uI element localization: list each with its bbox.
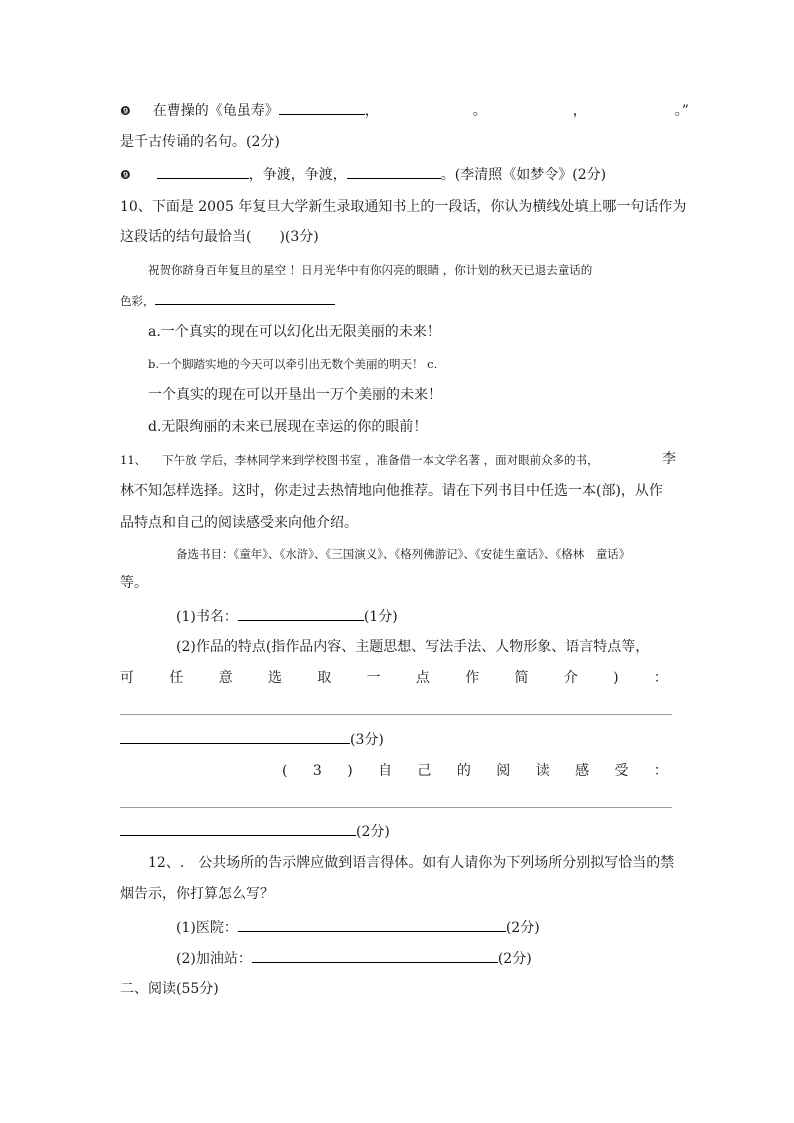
q11-sub3-char: 感 — [575, 763, 590, 779]
q11-book-name-field[interactable] — [238, 606, 364, 621]
q11-sub3-char: 阅 — [496, 763, 511, 779]
q11-sub2-char: 简 — [514, 670, 529, 686]
q11-sub2-char: ) — [613, 670, 619, 686]
q10-passage-prefix: 色彩， — [120, 294, 155, 308]
q10-line1: 10、下面是 2005 年复旦大学新生录取通知书上的一段话，你认为横线处填上哪一句话作为 — [120, 199, 687, 215]
q8-comma-2: ， — [572, 103, 587, 119]
q11-sub1-label: (1)书名： — [176, 609, 238, 625]
q11-sub3-answer-line[interactable] — [120, 807, 672, 808]
q11-sub2-line1: (2)作品的特点(指作品内容、主题思想、写法手法、人物形象、语言特点等， — [176, 639, 650, 655]
q11-sub2-score: (3分) — [350, 732, 384, 748]
q11-sub2-char: 可 — [120, 670, 134, 686]
q12-sub1-label: (1)医院： — [176, 920, 238, 936]
q12-hospital-field[interactable] — [238, 917, 506, 932]
q12-sub2-score: (2分) — [497, 951, 532, 967]
q11-sub2-answer-line[interactable] — [120, 714, 672, 715]
q11-line1-end: 李 — [662, 451, 676, 467]
q11-sub2-char: 一 — [366, 670, 381, 686]
q10-passage-line2 — [120, 291, 335, 311]
q12-sub2 — [176, 948, 532, 969]
q8-line2: 是千古传诵的名句。(2分) — [120, 134, 280, 150]
q9-blank-2[interactable] — [347, 164, 441, 179]
section-2-heading: 二、阅读(55分) — [120, 981, 219, 997]
q11-sub3-char: 自 — [378, 763, 393, 779]
q11-sub3-answer-blank[interactable] — [120, 821, 356, 836]
q11-sub1 — [176, 606, 398, 627]
q10-option-c: 一个真实的现在可以开垦出一万个美丽的未来！ — [148, 387, 442, 403]
q11-sub3-char: ( — [282, 763, 288, 779]
q11-sub2-char: 作 — [465, 670, 480, 686]
q11-sub3-line2 — [120, 821, 390, 842]
q8-prefix: 在曹操的《龟虽寿》 — [152, 103, 279, 119]
q11-sub2-char: 点 — [415, 670, 430, 686]
q11-sub2-char: ： — [653, 670, 668, 686]
q11-text1: 下午放 学后，李林同学来到学校图书室 ，准备借一本文学名著 ，面对眼前众多的书， — [162, 453, 599, 467]
q11-sub2-line3 — [120, 729, 384, 750]
q10-option-b: b.一个脚踏实地的今天可以牵引出无数个美丽的明天！ c. — [148, 357, 438, 371]
q10-option-a: a.一个真实的现在可以幻化出无限美丽的未来！ — [148, 324, 441, 340]
q9-mid: ，争渡，争渡， — [248, 167, 347, 183]
q9-end: 。(李清照《如梦令》(2分) — [440, 167, 607, 183]
q11-line1 — [120, 450, 599, 470]
q11-sub2-char: 选 — [267, 670, 282, 686]
q11-sub2-char: 取 — [317, 670, 332, 686]
q11-sub2-char: 意 — [218, 670, 233, 686]
q12-sub1 — [176, 917, 540, 938]
q8-line1 — [120, 100, 689, 121]
q11-sub2-char: 任 — [169, 670, 184, 686]
q11-sub3-score: (2分) — [356, 824, 390, 840]
q9-marker: ❾ — [120, 168, 131, 182]
q8-end-quote: 。” — [674, 103, 689, 119]
q11-sub3-char: 读 — [535, 763, 550, 779]
q10-passage-line1: 祝贺你跻身百年复旦的星空 ！日月光华中有你闪亮的眼睛 ，你计划的秋天已退去童话的 — [148, 263, 593, 277]
q12-line1: 12、. 公共场所的告示牌应做到语言得体。如有人请你为下列场所分别拟写恰当的禁 — [148, 855, 675, 871]
q11-sub3-char: 受 — [614, 763, 629, 779]
q10-line2: 这段话的结句最恰当( )(3分) — [120, 229, 319, 245]
q11-sub1-score: (1分) — [363, 609, 398, 625]
q10-option-d: d.无限绚丽的未来已展现在幸运的你的眼前！ — [148, 419, 428, 435]
q11-sub2-char: 介 — [563, 670, 578, 686]
q8-period: 。 — [472, 103, 487, 119]
q8-marker: ❾ — [120, 104, 131, 118]
q9-blank-1[interactable] — [157, 164, 249, 179]
q11-sub2-line2 — [120, 668, 668, 688]
q11-books: 备选书目：《童年》、《水浒》、《三国演义》、《格列佛游记》、《安徒生童话》、《格林 童话》 — [176, 547, 631, 561]
q12-sub1-score: (2分) — [505, 920, 540, 936]
q11-sub3-line — [282, 761, 668, 781]
q11-books-end: 等。 — [120, 575, 148, 591]
q11-sub3-char: ) — [347, 763, 353, 779]
q10-passage-blank[interactable] — [155, 292, 335, 305]
q8-comma-1: ， — [364, 103, 379, 119]
q12-line2: 烟告示，你打算怎么写？ — [120, 886, 274, 902]
q11-sub3-char: 3 — [312, 763, 322, 779]
q8-blank-1[interactable] — [279, 100, 365, 115]
q11-sub3-char: 的 — [456, 763, 471, 779]
q12-sub2-label: (2)加油站： — [176, 951, 252, 967]
q11-number: 11、 — [120, 453, 147, 467]
q11-line3: 品特点和自己的阅读感受来向他介绍。 — [120, 515, 358, 531]
q9-line — [120, 164, 606, 185]
q11-sub3-char: ： — [653, 763, 668, 779]
q11-sub2-answer-blank[interactable] — [120, 729, 350, 744]
q8-blank-3[interactable] — [487, 101, 573, 115]
q11-line2: 林不知怎样选择。这时，你走过去热情地向他推荐。请在下列书目中任选一本(部)，从作 — [120, 483, 663, 499]
q8-blank-2[interactable] — [379, 101, 473, 115]
q12-gas-station-field[interactable] — [252, 948, 498, 963]
q11-sub3-char: 己 — [417, 763, 432, 779]
q8-blank-4[interactable] — [587, 101, 675, 115]
